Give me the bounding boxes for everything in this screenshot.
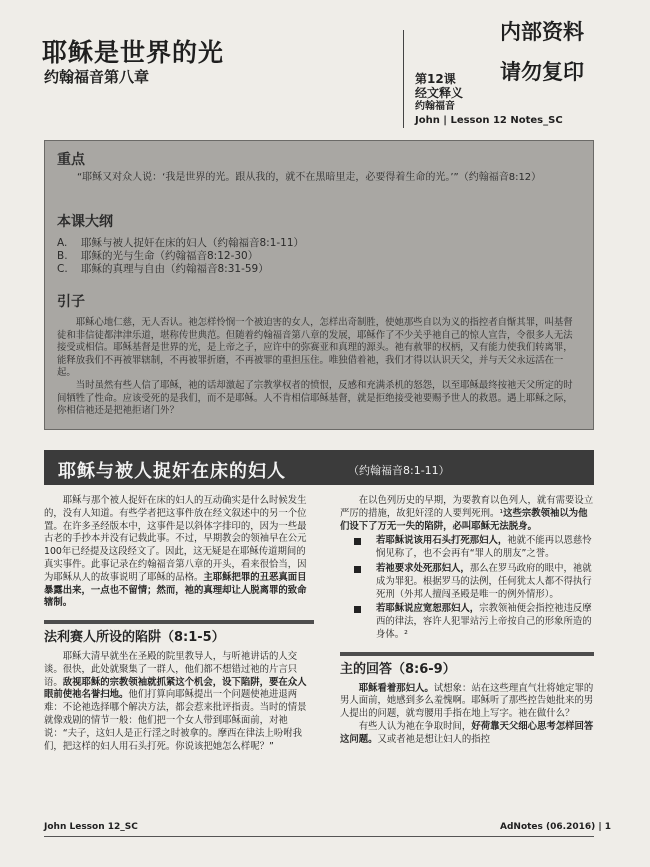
section-banner <box>44 450 594 485</box>
focus-quote: “耶稣又对众人说：‘我是世界的光。跟从我的，就不在黑暗里走，必要得着生命的光。’”（约翰福音8:12） <box>77 172 542 183</box>
outline-item: B. 耶稣的光与生命（约翰福音8:12-30） <box>57 250 259 262</box>
section-rule <box>44 620 314 624</box>
bullet-square-icon <box>354 566 361 573</box>
confidential-label: 内部资料 <box>500 20 584 44</box>
outline-heading: 本课大纲 <box>57 214 113 230</box>
bullet-square-icon <box>354 538 361 545</box>
banner-reference: （约翰福音8:1-11） <box>348 464 450 477</box>
body-paragraph: 耶稣大清早就坐在圣殿的院里教导人，与听祂讲话的人交谈。很快，此处就聚集了一群人，他们都不想错过祂的片言只语。敌视耶稣的宗教领袖就抓紧这个机会，设下陷阱，要在众人眼前使祂名誉扫地。他们打算向耶稣提出一个问题使祂进退两难：不论祂选择哪个解决方法，都会惹来批评指责。当时的情景就像戏剧的情节一般：他们把一个女人带到耶稣面前，对祂说：“夫子，这妇人是正行淫之时被拿的。摩西在律法上吩咐我们，把这样的妇人用石头打死。你说该把她怎么样呢？” <box>44 650 307 752</box>
right-column <box>340 495 594 747</box>
header-divider <box>403 30 404 128</box>
body-paragraph: 在以色列历史的早期，为要教育以色列人，就有需要设立严厉的措施，故犯奸淫的人要判死刑。¹这些宗教领袖以为他们设下了万无一失的陷阱，必叫耶稣无法脱身。 <box>340 495 594 532</box>
banner-title: 耶稣与被人捉奸在床的妇人 <box>58 461 286 482</box>
bullet-item: 若耶稣说该用石头打死那妇人，祂就不能再以恩慈怜悯见称了，也不会再有“罪人的朋友”之誉。 <box>340 535 594 561</box>
outline-item: C. 耶稣的真理与自由（约翰福音8:31-59） <box>57 263 269 275</box>
footer-left: John Lesson 12_SC <box>44 822 138 832</box>
intro-text <box>57 317 581 418</box>
section-rule <box>340 652 594 656</box>
body-paragraph: 耶稣看着那妇人。试想象：站在这些理直气壮将她定罪的男人面前，她感到多么羞愧啊。耶稣听了那些控告她批来的男人提出的问题，就弯腰用手指在地上写字。祂在做什么？ <box>340 682 594 720</box>
outline-item: A. 耶稣与被人捉奸在床的妇人（约翰福音8:1-11） <box>57 237 305 249</box>
section-heading-trap: 法利赛人所设的陷阱（8:1-5） <box>44 630 225 646</box>
bullet-item: 若耶稣说应宽恕那妇人，宗教领袖便会指控祂违反摩西的律法，容许人犯罪站污上帝按自己的形象所造的身体。² <box>340 603 594 641</box>
left-column <box>44 495 314 753</box>
outline-list <box>57 237 304 276</box>
lesson-type: 经文释义 <box>415 86 464 100</box>
no-copy-label: 请勿复印 <box>500 60 584 84</box>
lesson-info <box>415 72 563 128</box>
footer-rule <box>44 836 594 837</box>
lesson-book: 约翰福音 <box>415 101 455 112</box>
bullet-square-icon <box>354 606 361 613</box>
body-paragraph: 有些人认为祂在争取时间，好荷靠天父细心思考怎样回答这问题。又或者祂是想让妇人的指控 <box>340 720 594 745</box>
lesson-code: John | Lesson 12 Notes_SC <box>415 115 563 126</box>
focus-heading: 重点 <box>57 152 85 168</box>
body-paragraph: 耶稣与那个被人捉奸在床的妇人的互动确实是什么时候发生的，没有人知道。有些学者把这事件放在经文叙述中的另一个位置。在许多圣经版本中，这事件是以斜体字排印的，因为一些最古老的手抄本并没有记载此事。不过，早期教会的领袖早在公元100年已经提及这段经文了。因此，这无疑是在耶稣传道期间的真实事件。此事记录在约翰福音第八章的开头，看来很恰当，因为耶稣从人的故事说明了耶稣的品格。主耶稣把罪的丑恶真面目暴露出来，一点也不留情；然而，祂的真理却让人脱离罪的致命辖制。 <box>44 495 307 609</box>
footer-right: AdNotes (06.2016) | 1 <box>500 822 612 832</box>
intro-paragraph-2: 当时虽然有些人信了耶稣，祂的话却激起了宗教掌权者的愤恨，反感和充满杀机的怒怨，以至耶稣最终按祂天父所定的时间牺牲了性命。应该受死的是我们，而不是耶稣。人不肯相信耶稣基督，就是拒绝接受祂要赐予世人的救恩。遇上耶稣之际，你相信祂还是把祂拒诸门外？ <box>57 379 573 417</box>
intro-heading: 引子 <box>57 294 85 310</box>
bullet-item: 若祂要求处死那妇人，那么在罗马政府的眼中，祂就成为罪犯。根据罗马的法例，任何犹太人都不得执行死刑（外邦人擅闯圣殿是唯一的例外情形）。 <box>340 563 594 601</box>
lesson-number: 第12课 <box>415 72 456 86</box>
intro-paragraph-1: 耶稣心地仁慈，无人否认。祂怎样怜悯一个被迫害的女人，怎样出奇制胜，使她那些自以为义的指控者自惭其罪，叫基督徒和非信徒都津津乐道，堪称传世典范。但随着约翰福音第八章的发展，耶稣作了不少关乎祂自己的惊人宣告，令很多人无法接受或相信。耶稣基督是世界的光，是上帝之子，应许中的弥赛亚和真理的源头。祂有赦罪的权柄，又有能力使我们转离罪，能释放我们不再被罪辖制，不再被罪折磨，不再被罪的重担压住。唯独借着祂，我们才得以认识天父，并与天父永远活在一起。 <box>57 317 573 379</box>
page-subtitle: 约翰福音第八章 <box>44 68 150 86</box>
page-title: 耶稣是世界的光 <box>42 38 225 67</box>
summary-box <box>44 140 594 430</box>
section-heading-answer: 主的回答（8:6-9） <box>340 661 456 677</box>
